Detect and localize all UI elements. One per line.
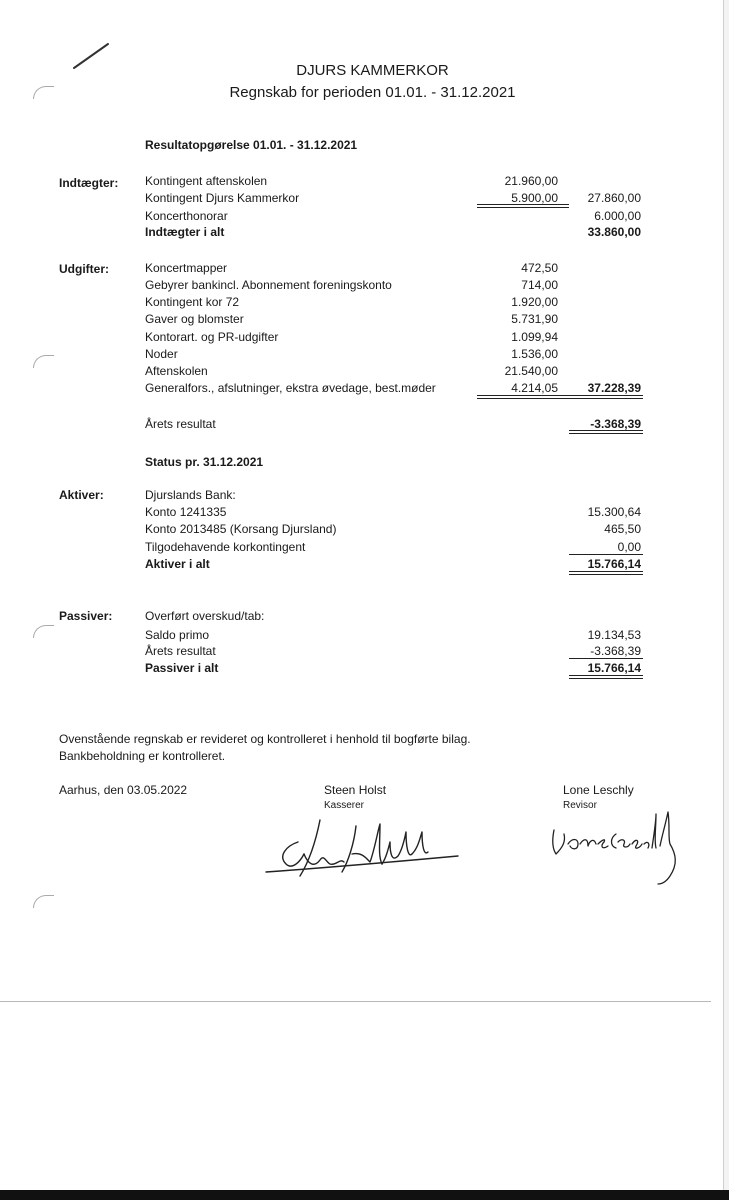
income-label: Indtægter: — [59, 176, 119, 190]
income-row-amount: 21.960,00 — [504, 174, 558, 188]
liabilities-label: Passiver: — [59, 609, 113, 623]
expense-row-text: Kontingent kor 72 — [145, 295, 240, 309]
assets-total-value: 15.766,14 — [587, 557, 641, 571]
income-row-text: Kontingent Djurs Kammerkor — [145, 191, 300, 205]
liabilities-total-value: 15.766,14 — [587, 661, 641, 675]
expense-row-amount: 1.920,00 — [511, 295, 558, 309]
asset-row-text: Konto 1241335 — [145, 505, 227, 519]
expense-row-text: Koncertmapper — [145, 261, 228, 275]
income-row-text: Koncerthonorar — [145, 209, 228, 223]
signer-name-treasurer: Steen Holst — [324, 783, 387, 797]
audit-statement-2: Bankbeholdning er kontrolleret. — [59, 749, 226, 763]
status-title: Status pr. 31.12.2021 — [145, 455, 264, 469]
expense-row-amount: 1.536,00 — [511, 347, 558, 361]
expense-row-text: Generalfors., afslutninger, ekstra øvedage, best.møder — [145, 381, 436, 395]
place-date: Aarhus, den 03.05.2022 — [59, 783, 188, 797]
expense-row-text: Kontorart. og PR-udgifter — [145, 330, 279, 344]
liabilities-total-label: Passiver i alt — [145, 661, 219, 675]
expense-row-text: Noder — [145, 347, 178, 361]
signer-role-auditor: Revisor — [563, 800, 597, 811]
expense-row-amount: 472,50 — [521, 261, 558, 275]
asset-row-value: 0,00 — [617, 540, 641, 554]
income-total-value: 33.860,00 — [587, 225, 641, 239]
asset-row-text: Tilgodehavende korkontingent — [145, 540, 306, 554]
liabilities-heading: Overført overskud/tab: — [145, 609, 265, 623]
asset-row-text: Konto 2013485 (Korsang Djursland) — [145, 522, 337, 536]
expense-row-text: Aftenskolen — [145, 364, 208, 378]
income-row-total: 27.860,00 — [587, 191, 641, 205]
income-statement-title: Resultatopgørelse 01.01. - 31.12.2021 — [145, 138, 358, 152]
expense-row-amount: 1.099,94 — [511, 330, 558, 344]
punch-hole-mark — [33, 355, 54, 368]
org-name: DJURS KAMMERKOR — [296, 62, 449, 79]
page-edge — [723, 0, 729, 1200]
income-row-text: Kontingent aftenskolen — [145, 174, 268, 188]
liability-row-value: 19.134,53 — [587, 628, 641, 642]
subtotal-rule — [477, 204, 569, 208]
audit-statement: Ovenstående regnskab er revideret og kontrolleret i henhold til bogførte bilag. — [59, 732, 471, 746]
expenses-label: Udgifter: — [59, 262, 109, 276]
assets-rule — [569, 554, 643, 555]
scan-bottom-border — [0, 1190, 729, 1200]
expense-row-amount: 4.214,05 — [511, 381, 558, 395]
expense-total-value: 37.228,39 — [587, 381, 641, 395]
punch-hole-mark — [33, 895, 54, 908]
income-row-amount: 5.900,00 — [511, 191, 558, 205]
signer-name-auditor: Lone Leschly — [563, 783, 634, 797]
assets-label: Aktiver: — [59, 488, 104, 502]
asset-row-value: 465,50 — [604, 522, 641, 536]
liability-row-text: Saldo primo — [145, 628, 210, 642]
liability-row-value: -3.368,39 — [590, 644, 641, 658]
expense-total-rule — [477, 395, 643, 399]
expense-row-text: Gaver og blomster — [145, 312, 244, 326]
expense-row-amount: 5.731,90 — [511, 312, 558, 326]
expense-row-amount: 714,00 — [521, 278, 558, 292]
assets-total-rule — [569, 571, 643, 575]
liabilities-total-rule — [569, 675, 643, 679]
assets-total-label: Aktiver i alt — [145, 557, 210, 571]
result-rule — [569, 430, 643, 434]
result-label: Årets resultat — [145, 417, 216, 431]
asset-row-value: 15.300,64 — [587, 505, 641, 519]
result-value: -3.368,39 — [590, 417, 641, 431]
punch-hole-mark — [33, 625, 54, 638]
liabilities-rule — [569, 658, 643, 659]
period-title: Regnskab for perioden 01.01. - 31.12.2021 — [229, 84, 516, 101]
page-fold-line — [0, 1001, 711, 1002]
income-total-label: Indtægter i alt — [145, 225, 225, 239]
signer-role-treasurer: Kasserer — [324, 800, 365, 811]
expense-row-text: Gebyrer bankincl. Abonnement foreningskonto — [145, 278, 392, 292]
auditor-signature — [544, 804, 694, 886]
treasurer-signature — [262, 812, 462, 884]
income-row-total: 6.000,00 — [594, 209, 641, 223]
expense-row-amount: 21.540,00 — [504, 364, 558, 378]
liability-row-text: Årets resultat — [145, 644, 216, 658]
bank-name: Djurslands Bank: — [145, 488, 236, 502]
